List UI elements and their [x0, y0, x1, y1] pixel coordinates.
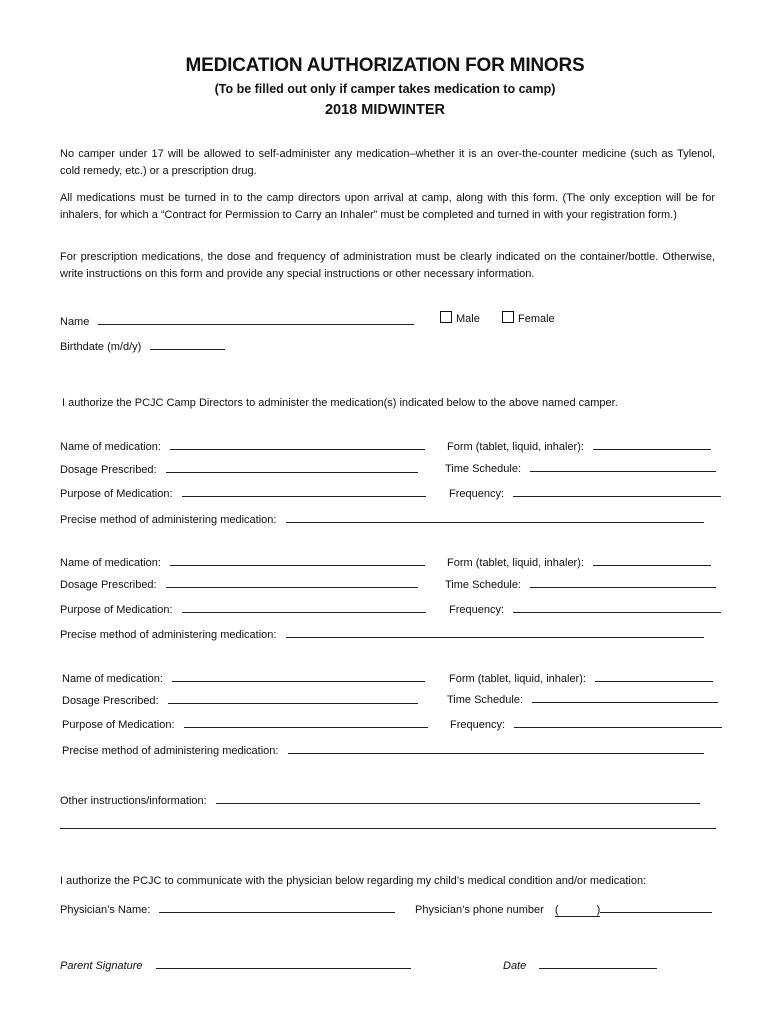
med2-dosage-field[interactable] [166, 575, 418, 588]
birthdate-label: Birthdate (m/d/y) [60, 341, 142, 353]
med-purpose-label: Purpose of Medication: [60, 604, 173, 616]
med3-method-row [62, 741, 704, 757]
name-label: Name [60, 316, 90, 328]
med3-purpose-row [62, 715, 428, 731]
med2-form-field[interactable] [593, 553, 711, 566]
med3-dosage-field[interactable] [168, 691, 418, 704]
med-form-label: Form (tablet, liquid, inhaler): [447, 557, 584, 569]
name-field[interactable] [98, 312, 414, 325]
med1-method-field[interactable] [286, 510, 704, 523]
med-frequency-label: Frequency: [449, 488, 505, 500]
med-purpose-label: Purpose of Medication: [60, 488, 173, 500]
area-code-close-paren: ) [596, 904, 601, 916]
med3-name-row [62, 669, 425, 685]
female-option[interactable] [502, 311, 555, 325]
parent-signature-row [60, 956, 411, 972]
med2-form-row [447, 553, 711, 569]
med-method-label: Precise method of administering medication: [60, 514, 277, 526]
physician-phone-label: Physician’s phone number [415, 904, 544, 916]
med1-method-row [60, 510, 704, 526]
med-schedule-label: Time Schedule: [447, 694, 524, 706]
med3-frequency-field[interactable] [514, 715, 722, 728]
med3-schedule-field[interactable] [532, 690, 718, 703]
med-frequency-label: Frequency: [450, 719, 506, 731]
med3-dosage-row [62, 691, 418, 707]
intro-paragraph-1: No camper under 17 will be allowed to self-administer any medication–whether it is an over-the-counter medicine (such as Tylenol, cold remedy, etc.) or a prescription drug. [60, 148, 715, 177]
med-dosage-label: Dosage Prescribed: [60, 464, 157, 476]
parent-signature-label: Parent Signature [60, 960, 143, 972]
med-schedule-label: Time Schedule: [445, 463, 522, 475]
male-checkbox[interactable] [440, 311, 452, 323]
med2-method-row [60, 625, 704, 641]
med-name-label: Name of medication: [62, 673, 163, 685]
med-dosage-label: Dosage Prescribed: [60, 579, 157, 591]
med1-form-row [447, 437, 711, 453]
med1-frequency-row [449, 484, 721, 500]
med1-schedule-field[interactable] [530, 459, 716, 472]
form-title: MEDICATION AUTHORIZATION FOR MINORS [185, 55, 585, 76]
camper-name-row [60, 312, 414, 328]
med1-purpose-row [60, 484, 426, 500]
med2-frequency-field[interactable] [513, 600, 721, 613]
med-form-label: Form (tablet, liquid, inhaler): [447, 441, 584, 453]
physician-name-field[interactable] [159, 900, 395, 913]
birthdate-row [60, 337, 225, 353]
intro-paragraph-3: For prescription medications, the dose and frequency of administration must be clearly indicated on the container/bottle. Otherwise, write instructions on this form and provide any special instructions or other necessary information. [60, 251, 715, 280]
med3-method-field[interactable] [288, 741, 704, 754]
male-label: Male [456, 313, 480, 325]
med3-purpose-field[interactable] [184, 715, 428, 728]
other-instructions-row [60, 791, 700, 807]
med2-name-field[interactable] [170, 553, 425, 566]
physician-authorize-statement: I authorize the PCJC to communicate with the physician below regarding my child’s medical condition and/or medication: [60, 875, 647, 887]
med1-dosage-row [60, 460, 418, 476]
med3-schedule-row [447, 690, 718, 706]
med2-name-row [60, 553, 425, 569]
med2-schedule-field[interactable] [530, 575, 716, 588]
other-instructions-field[interactable] [216, 791, 700, 804]
med-purpose-label: Purpose of Medication: [62, 719, 175, 731]
area-code-open-paren: ( [554, 904, 559, 916]
med-dosage-label: Dosage Prescribed: [62, 695, 159, 707]
physician-area-code-field[interactable] [555, 904, 600, 917]
male-option[interactable] [440, 311, 480, 325]
med2-frequency-row [449, 600, 721, 616]
form-year: 2018 MIDWINTER [324, 102, 446, 118]
med3-form-field[interactable] [595, 669, 713, 682]
other-instructions-line-2[interactable] [60, 828, 716, 829]
med-name-label: Name of medication: [60, 557, 161, 569]
med2-purpose-field[interactable] [182, 600, 426, 613]
med1-purpose-field[interactable] [182, 484, 426, 497]
med3-frequency-row [450, 715, 722, 731]
birthdate-field[interactable] [150, 337, 225, 350]
med2-purpose-row [60, 600, 426, 616]
physician-name-label: Physician’s Name: [60, 904, 151, 916]
med-method-label: Precise method of administering medication: [62, 745, 279, 757]
date-field[interactable] [539, 956, 657, 969]
med1-name-row [60, 437, 425, 453]
med1-name-field[interactable] [170, 437, 425, 450]
med-form-label: Form (tablet, liquid, inhaler): [449, 673, 586, 685]
parent-signature-field[interactable] [156, 956, 411, 969]
other-instructions-label: Other instructions/information: [60, 795, 207, 807]
med2-method-field[interactable] [286, 625, 704, 638]
med1-dosage-field[interactable] [166, 460, 418, 473]
female-label: Female [518, 313, 555, 325]
date-label: Date [503, 960, 527, 972]
physician-phone-row [415, 900, 712, 917]
med1-form-field[interactable] [593, 437, 711, 450]
med1-schedule-row [445, 459, 716, 475]
date-row [503, 956, 657, 972]
med-frequency-label: Frequency: [449, 604, 505, 616]
authorize-statement: I authorize the PCJC Camp Directors to administer the medication(s) indicated below to the above named camper. [62, 397, 618, 409]
med-name-label: Name of medication: [60, 441, 161, 453]
form-subtitle: (To be filled out only if camper takes medication to camp) [214, 82, 556, 96]
med-schedule-label: Time Schedule: [445, 579, 522, 591]
physician-name-row [60, 900, 395, 916]
med-method-label: Precise method of administering medication: [60, 629, 277, 641]
physician-phone-field[interactable] [600, 900, 712, 913]
med3-form-row [449, 669, 713, 685]
med1-frequency-field[interactable] [513, 484, 721, 497]
med2-schedule-row [445, 575, 716, 591]
female-checkbox[interactable] [502, 311, 514, 323]
med2-dosage-row [60, 575, 418, 591]
med3-name-field[interactable] [172, 669, 425, 682]
intro-paragraph-2: All medications must be turned in to the camp directors upon arrival at camp, along with this form. (The only exception will be for inhalers, for which a “Contract for Permission to Carry an Inhaler” must be completed and turned in with your registration form.) [60, 192, 715, 221]
